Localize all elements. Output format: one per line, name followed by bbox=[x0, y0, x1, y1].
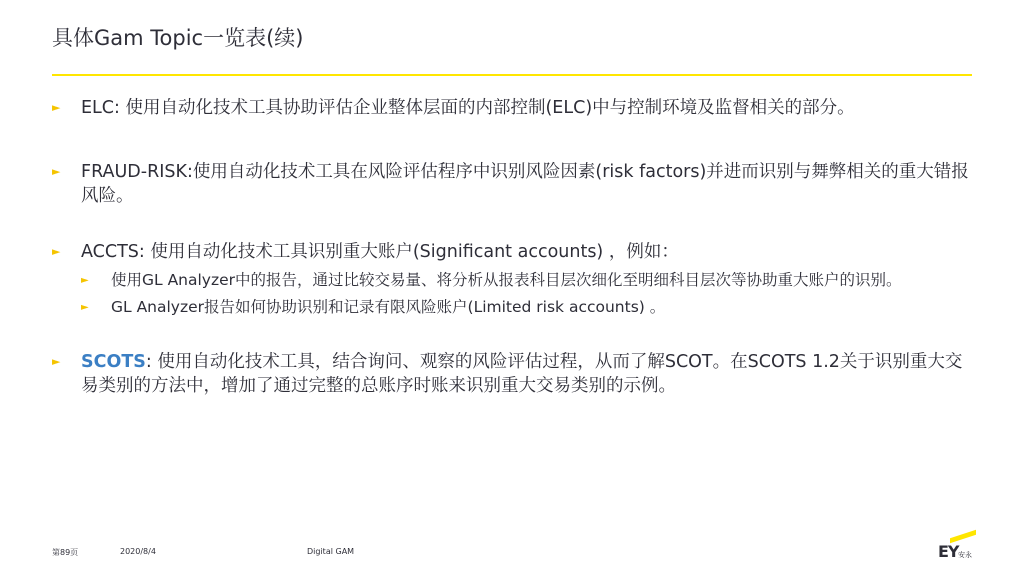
title-divider bbox=[52, 74, 972, 76]
bullet-arrow-icon: ► bbox=[52, 101, 61, 114]
footer-label: Digital GAM bbox=[307, 547, 355, 556]
bullet-scots-text bbox=[81, 350, 972, 398]
bullet-elc bbox=[52, 96, 972, 120]
page-title: 具体Gam Topic一览表(续) bbox=[52, 26, 304, 50]
footer-page-number: 第89页 bbox=[52, 548, 79, 557]
sub-bullet-arrow-icon: ► bbox=[81, 302, 89, 313]
sub-bullet-limited-risk bbox=[81, 297, 972, 318]
ey-logo bbox=[936, 532, 978, 566]
footer-date: 2020/8/4 bbox=[120, 547, 156, 556]
sub-bullet-gl-analyzer-report bbox=[81, 270, 972, 291]
scots-description: : 使用自动化技术工具，结合询问、观察的风险评估过程，从而了解SCOT。在SCOTS 1.2关于识别重大交易类别的方法中，增加了通过完整的总账序时账来识别重大交易类别的示例。 bbox=[81, 352, 963, 396]
bullet-elc-text: ELC: 使用自动化技术工具协助评估企业整体层面的内部控制(ELC)中与控制环境及监督相关的部分。 bbox=[81, 98, 855, 118]
bullet-arrow-icon: ► bbox=[52, 355, 61, 368]
sub-bullet-text: 使用GL Analyzer中的报告，通过比较交易量、将分析从报表科目层次细化至明细科目层次等协助重大账户的识别。 bbox=[111, 271, 902, 289]
logo-chinese-text: 安永 bbox=[958, 551, 972, 559]
bullet-scots bbox=[52, 350, 972, 398]
bullet-arrow-icon: ► bbox=[52, 165, 61, 178]
bullet-accts-text: ACCTS: 使用自动化技术工具识别重大账户(Significant accounts) ，例如： bbox=[81, 242, 679, 262]
scots-link[interactable]: SCOTS bbox=[81, 352, 146, 372]
content-body bbox=[52, 96, 972, 398]
logo-text: EY bbox=[938, 542, 959, 561]
sub-bullet-arrow-icon: ► bbox=[81, 275, 89, 286]
bullet-accts bbox=[52, 240, 972, 264]
sub-bullet-text: GL Analyzer报告如何协助识别和记录有限风险账户(Limited risk accounts) 。 bbox=[111, 298, 666, 316]
bullet-fraud-risk bbox=[52, 160, 972, 208]
bullet-arrow-icon: ► bbox=[52, 245, 61, 258]
bullet-fraud-risk-text: FRAUD-RISK:使用自动化技术工具在风险评估程序中识别风险因素(risk factors)并进而识别与舞弊相关的重大错报风险。 bbox=[81, 162, 969, 206]
